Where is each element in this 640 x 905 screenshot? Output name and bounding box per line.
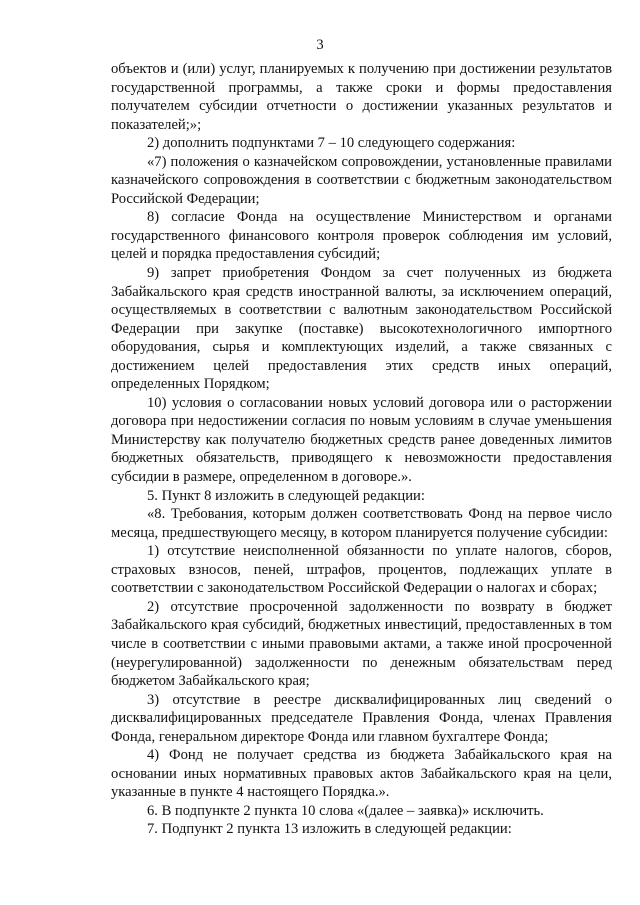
paragraph-requirement-2: 2) отсутствие просроченной задолженности по возврату в бюджет Забайкальского края субсидий, бюджетных инвестиций, предоставленных в том числе в соответствии с иными правовыми актами, а также иной просроченной (неурегулированной) задолженности по денежным обязательствам перед бюджетом Забайкальского края; xyxy=(111,598,612,690)
paragraph-item-7: 7. Подпункт 2 пункта 13 изложить в следующей редакции: xyxy=(147,821,512,838)
paragraph-item-2: 2) дополнить подпунктами 7 – 10 следующего содержания: xyxy=(147,135,516,152)
page-number: 3 xyxy=(316,37,324,53)
paragraph-requirement-4: 4) Фонд не получает средства из бюджета Забайкальского края на основании иных нормативных правовых актов Забайкальского края на цели, указанные в пункте 4 настоящего Порядка.». xyxy=(111,747,612,801)
paragraph-subitem-7: «7) положения о казначейском сопровождении, установленные правилами казначейского сопровождения в соответствии с бюджетным законодательством Российской Федерации; xyxy=(111,153,612,207)
paragraph-subitem-8: 8) согласие Фонда на осуществление Министерством и органами государственного финансового контроля проверок соблюдения им условий, целей и порядка предоставления субсидий; xyxy=(111,209,612,263)
paragraph-continuation: объектов и (или) услуг, планируемых к получению при достижении результатов государственной программы, а также сроки и формы предоставления получателем субсидии отчетности о достижении указанных результатов и показателей;»; xyxy=(111,61,612,133)
paragraph-subitem-10: 10) условия о согласовании новых условий договора или о расторжении договора при недостижении согласия по новым условиям в случае уменьшения Министерству как получателю бюджетных средств ранее доведенных лимитов бюджетных обязательств, приводящего к невозможности предоставления субсидии в размере, определенном в договоре.». xyxy=(111,394,612,486)
paragraph-subitem-9: 9) запрет приобретения Фондом за счет полученных из бюджета Забайкальского края средств иностранной валюты, за исключением операций, осуществляемых в соответствии с валютным законодательством Российской Федерации при закупке (поставке) высокотехнологичного импортного оборудования, сырья и комплектующих изделий, а также связанных с достижением целей предоставления этих средств иных операций, определенных Порядком; xyxy=(111,265,612,393)
paragraph-item-5: 5. Пункт 8 изложить в следующей редакции: xyxy=(147,487,425,504)
paragraph-requirement-1: 1) отсутствие неисполненной обязанности по уплате налогов, сборов, страховых взносов, пеней, штрафов, процентов, подлежащих уплате в соответствии с законодательством Российской Федерации о налогах и сборах; xyxy=(111,543,612,597)
paragraph-point-8: «8. Требования, которым должен соответствовать Фонд на первое число месяца, предшествующего месяцу, в котором планируется получение субсидии: xyxy=(111,506,612,541)
document-body xyxy=(111,60,612,839)
paragraph-item-6: 6. В подпункте 2 пункта 10 слова «(далее – заявка)» исключить. xyxy=(147,802,544,819)
paragraph-requirement-3: 3) отсутствие в реестре дисквалифицированных лиц сведений о дисквалифицированных председателе Правления Фонда, членах Правления Фонда, генеральном директоре Фонда или главном бухгалтере Фонда; xyxy=(111,691,612,745)
